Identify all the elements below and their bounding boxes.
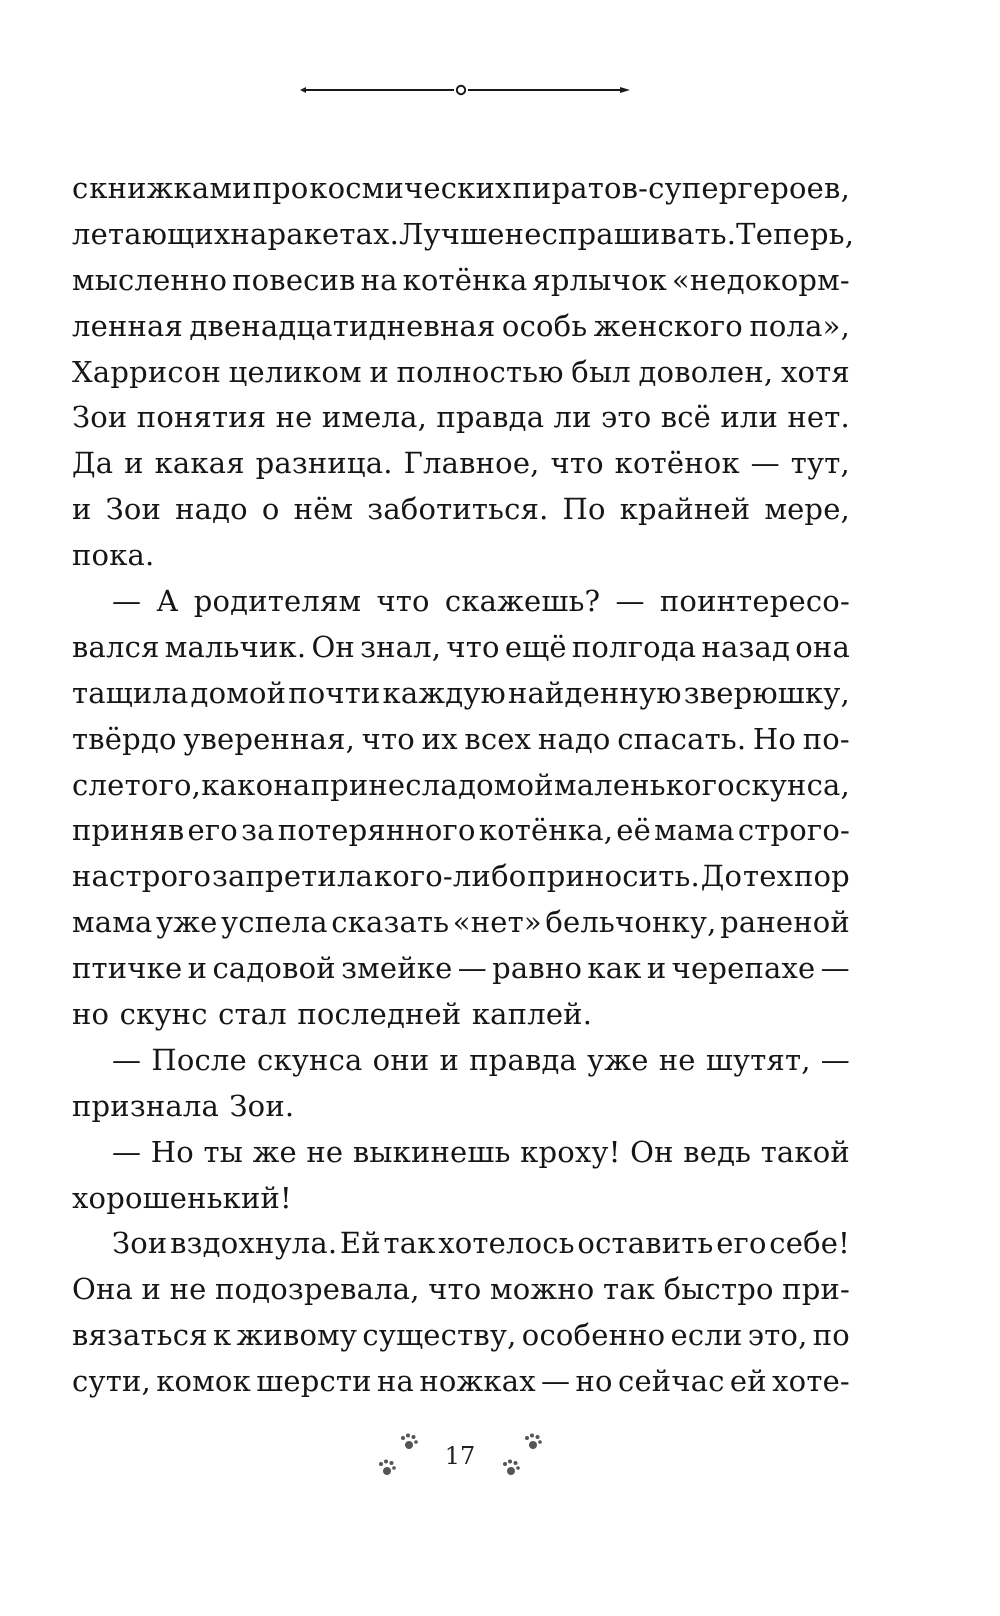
- page-footer: [370, 1430, 550, 1490]
- text-line: твёрдо уверенная, что их всех надо спасать. Но по-: [72, 721, 850, 756]
- text-line: мысленно повесив на котёнка ярлычок «недокорм-: [72, 262, 850, 297]
- text-line: но скунс стал последней каплей.: [72, 997, 593, 1032]
- text-line: летающих на ракетах. Лучше не спрашивать. Теперь,: [72, 216, 855, 251]
- text-line: сле того, как она принесла домой маленького скунса,: [72, 767, 850, 802]
- text-line: мама уже успела сказать «нет» бельчонку, раненой: [72, 905, 850, 940]
- text-line: — А родителям что скажешь? — поинтересо-: [112, 584, 850, 619]
- text-line: птичке и садовой змейке — равно как и черепахе —: [72, 951, 850, 986]
- text-line: вязаться к живому существу, особенно если это, по: [72, 1318, 850, 1353]
- text-line: Зои понятия не имела, правда ли это всё или нет.: [72, 400, 850, 435]
- text-line: Она и не подозревала, что можно так быстро при-: [72, 1272, 850, 1307]
- text-line: — После скунса они и правда уже не шутят, —: [112, 1042, 850, 1077]
- text-line: тащила домой почти каждую найденную зверюшку,: [72, 675, 850, 710]
- text-line: признала Зои.: [72, 1088, 295, 1123]
- ornament-divider-icon: [300, 80, 630, 100]
- text-line: пока.: [72, 538, 155, 573]
- text-line: Да и какая разница. Главное, что котёнок — тут,: [72, 446, 850, 481]
- page-number: 17: [444, 1442, 476, 1470]
- paw-prints-icon: [498, 1458, 524, 1480]
- text-line: настрого запретила кого-либо приносить. До тех пор: [72, 859, 850, 894]
- text-line: вался мальчик. Он знал, что ещё полгода назад она: [72, 629, 850, 664]
- text-line: Харрисон целиком и полностью был доволен, хотя: [72, 354, 850, 389]
- body-text: [72, 166, 855, 1405]
- text-line: приняв его за потерянного котёнка, её мама строго-: [72, 813, 850, 848]
- text-line: сути, комок шерсти на ножках — но сейчас ей хоте-: [72, 1364, 850, 1399]
- text-line: хорошенький!: [72, 1180, 292, 1215]
- text-line: с книжками про космических пиратов-супергероев,: [72, 171, 850, 205]
- text-line: ленная двенадцатидневная особь женского пола»,: [72, 308, 850, 343]
- paw-prints-icon: [520, 1432, 546, 1454]
- text-line: Зои вздохнула. Ей так хотелось оставить его себе!: [112, 1226, 850, 1261]
- text-line: — Но ты же не выкинешь кроху! Он ведь такой: [112, 1134, 850, 1169]
- text-line: и Зои надо о нём заботиться. По крайней мере,: [72, 492, 850, 527]
